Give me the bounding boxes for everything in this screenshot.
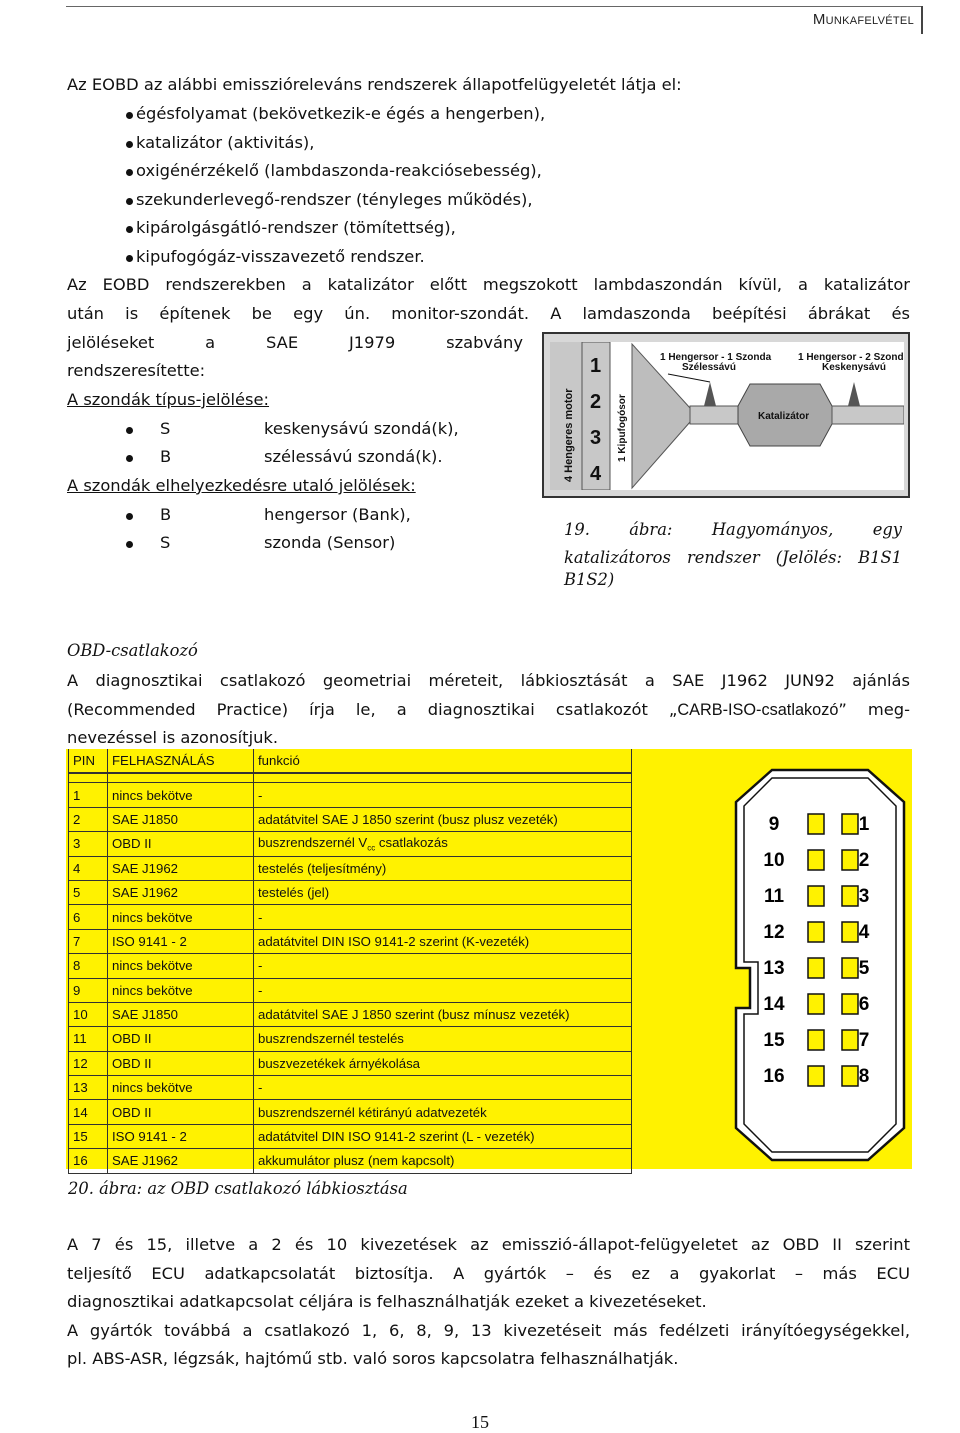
- pin-number-left: 10: [763, 850, 785, 871]
- header-usage: FELHASZNÁLÁS: [108, 749, 254, 773]
- bullet-icon: [126, 169, 133, 176]
- bullet-icon: [126, 427, 133, 434]
- page-number: 15: [471, 1412, 489, 1432]
- table-row: 1 nincs bekötve -: [69, 783, 632, 807]
- pin-socket: [842, 958, 858, 978]
- table-row: 16 SAE J1962 akkumulátor plusz (nem kapcsolt): [69, 1149, 632, 1173]
- pin-socket: [842, 814, 858, 834]
- obd-connector-diagram: [732, 768, 908, 1162]
- engine-label: 4 Hengeres motor: [563, 388, 575, 482]
- pointer-line: [668, 374, 710, 382]
- pin-number-right: 5: [858, 958, 870, 979]
- obd-heading: OBD-csatlakozó: [67, 641, 198, 660]
- bullet-icon: [126, 226, 133, 233]
- figure19-caption-3: B1S2): [564, 570, 615, 589]
- exhaust-pipe-rear: [832, 406, 904, 424]
- types-heading: A szondák típus-jelölése:: [67, 390, 270, 409]
- pin-number-left: 12: [763, 922, 785, 943]
- figure20-caption: 20. ábra: az OBD csatlakozó lábkiosztása: [68, 1179, 408, 1198]
- pin-socket: [808, 1066, 824, 1086]
- catalyst-label: Katalizátor: [758, 411, 810, 422]
- pin-socket: [808, 922, 824, 942]
- pin-socket: [842, 922, 858, 942]
- exhaust-pipe-front: [690, 406, 738, 424]
- header-title: Munkafelvétel: [812, 11, 914, 28]
- table-row: 3 OBD II buszrendszernél $V_{cc}$ csatlakozás: [69, 832, 632, 856]
- para1-line1: Az EOBD rendszerekben a katalizátor előtt megszokott lambdaszondán kívül, a katalizátor: [67, 275, 910, 294]
- table-row: 8 nincs bekötve -: [69, 954, 632, 978]
- pin-socket: [808, 886, 824, 906]
- pin-number-right: 4: [858, 922, 870, 943]
- pin-socket: [808, 994, 824, 1014]
- pin-number-left: 15: [763, 1030, 785, 1051]
- pin-number-right: 2: [858, 850, 870, 871]
- final-line4: A gyártók továbbá a csatlakozó 1, 6, 8, 9, 13 kivezetéseit más fedélzeti irányítóegységekkel,: [67, 1321, 910, 1340]
- bullet-icon: [126, 513, 133, 520]
- place-heading: A szondák elhelyezkedésre utaló jelölések:: [67, 476, 416, 495]
- bullet-icon: [126, 141, 133, 148]
- pin-table-panel: [66, 749, 912, 1169]
- final-line2: teljesítő ECU adatkapcsolatát biztosítja. A gyártók – és ez a gyakorlat – más ECU: [67, 1264, 910, 1283]
- intro-text: Az EOBD az alábbi emisszióreleváns rendszerek állapotfelügyeletét látja el:: [67, 75, 682, 94]
- b1s1-type: Szélessávú: [682, 362, 736, 373]
- probe-b1s1: [704, 382, 716, 406]
- pin-socket: [842, 886, 858, 906]
- header-pin: PIN: [69, 749, 108, 773]
- table-row: 13 nincs bekötve -: [69, 1076, 632, 1100]
- pin-number-right: 3: [858, 886, 870, 907]
- table-row: 2 SAE J1850 adatátvitel SAE J 1850 szerint (busz plusz vezeték): [69, 807, 632, 831]
- bullet-icon: [126, 255, 133, 262]
- final-line3: diagnosztikai adatkapcsolat céljára is felhasználhatják ezeket a kivezetéseket.: [67, 1292, 707, 1311]
- pin-number-left: 16: [763, 1066, 785, 1087]
- obd-line3: nevezéssel is azonosítjuk.: [67, 728, 279, 747]
- pin-number-left: 9: [768, 814, 780, 835]
- header-rule: [66, 6, 922, 7]
- b1s2-type: Keskenysávú: [822, 362, 886, 373]
- bullet-icon: [126, 112, 133, 119]
- pin-socket: [842, 850, 858, 870]
- para1-line3: jelöléseket a SAE J1979 szabvány: [67, 333, 523, 352]
- figure19-caption-1: 19. ábra: Hagyományos, egy: [564, 520, 902, 539]
- table-row: 5 SAE J1962 testelés (jel): [69, 880, 632, 904]
- para1-line4: rendszeresítette:: [67, 361, 206, 380]
- pin-socket: [842, 994, 858, 1014]
- table-row: 4 SAE J1962 testelés (teljesítmény): [69, 856, 632, 880]
- table-row: 7 ISO 9141 - 2 adatátvitel DIN ISO 9141-2 szerint (K-vezeték): [69, 929, 632, 953]
- final-line1: A 7 és 15, illetve a 2 és 10 kivezetések az emisszió-állapot-felügyeletet az OBD II szerint: [67, 1235, 910, 1254]
- table-row: 15 ISO 9141 - 2 adatátvitel DIN ISO 9141-2 szerint (L - vezeték): [69, 1124, 632, 1148]
- pin-number-right: 1: [858, 814, 870, 835]
- diagram-canvas: [550, 342, 904, 490]
- table-row: 11 OBD II buszrendszernél testelés: [69, 1027, 632, 1051]
- b1s1-label: 1 Hengersor - 1 Szonda: [660, 352, 772, 363]
- cylinder-3: 3: [590, 427, 602, 449]
- table-row: 10 SAE J1850 adatátvitel SAE J 1850 szerint (busz mínusz vezeték): [69, 1002, 632, 1026]
- pin-table: [68, 749, 632, 1174]
- obd-line1: A diagnosztikai csatlakozó geometriai méreteit, lábkiosztását a SAE J1962 JUN92 ajánlás: [67, 671, 910, 690]
- pin-number-right: 6: [858, 994, 870, 1015]
- bullet-icon: [126, 541, 133, 548]
- figure19-caption-2: katalizátoros rendszer (Jelölés: B1S1: [564, 548, 902, 567]
- pin-socket: [808, 958, 824, 978]
- probe-b1s2: [848, 382, 860, 406]
- cylinder-1: 1: [590, 355, 602, 377]
- exhaust-diagram-svg: [550, 342, 904, 490]
- table-row: 9 nincs bekötve -: [69, 978, 632, 1002]
- obd-line2: (Recommended Practice) írja le, a diagnosztikai csatlakozót „CARB-ISO-csatlakozó” meg-: [67, 700, 910, 719]
- pin-number-left: 11: [763, 886, 785, 907]
- final-line5: pl. ABS-ASR, légzsák, hajtómű stb. való soros kapcsolatra felhasználhatják.: [67, 1349, 679, 1368]
- table-row: 12 OBD II buszvezetékek árnyékolása: [69, 1051, 632, 1075]
- table-spacer: [69, 773, 632, 783]
- pin-number-left: 13: [763, 958, 785, 979]
- pin-socket: [842, 1030, 858, 1050]
- pin-socket: [842, 1066, 858, 1086]
- b1s2-label: 1 Hengersor - 2 Szonda: [798, 352, 904, 363]
- bullet-icon: [126, 198, 133, 205]
- cylinder-2: 2: [590, 391, 602, 413]
- pin-socket: [808, 850, 824, 870]
- para1-line2: után is építenek be egy ún. monitor-szondát. A lamdaszonda beépítési ábrákat és: [67, 304, 910, 323]
- pin-number-left: 14: [763, 994, 785, 1015]
- pin-socket: [808, 1030, 824, 1050]
- table-row: 6 nincs bekötve -: [69, 905, 632, 929]
- exhaust-diagram: [542, 332, 910, 498]
- header-function: funkció: [254, 749, 632, 773]
- cylinder-4: 4: [590, 463, 602, 485]
- header-corner: [921, 6, 923, 34]
- manifold-label: 1 Kipufogósor: [617, 394, 628, 462]
- pin-number-right: 7: [858, 1030, 870, 1051]
- pin-number-right: 8: [858, 1066, 870, 1087]
- table-header-row: [69, 749, 632, 773]
- pin-socket: [808, 814, 824, 834]
- bullet-icon: [126, 455, 133, 462]
- table-row: 14 OBD II buszrendszernél kétirányú adatvezeték: [69, 1100, 632, 1124]
